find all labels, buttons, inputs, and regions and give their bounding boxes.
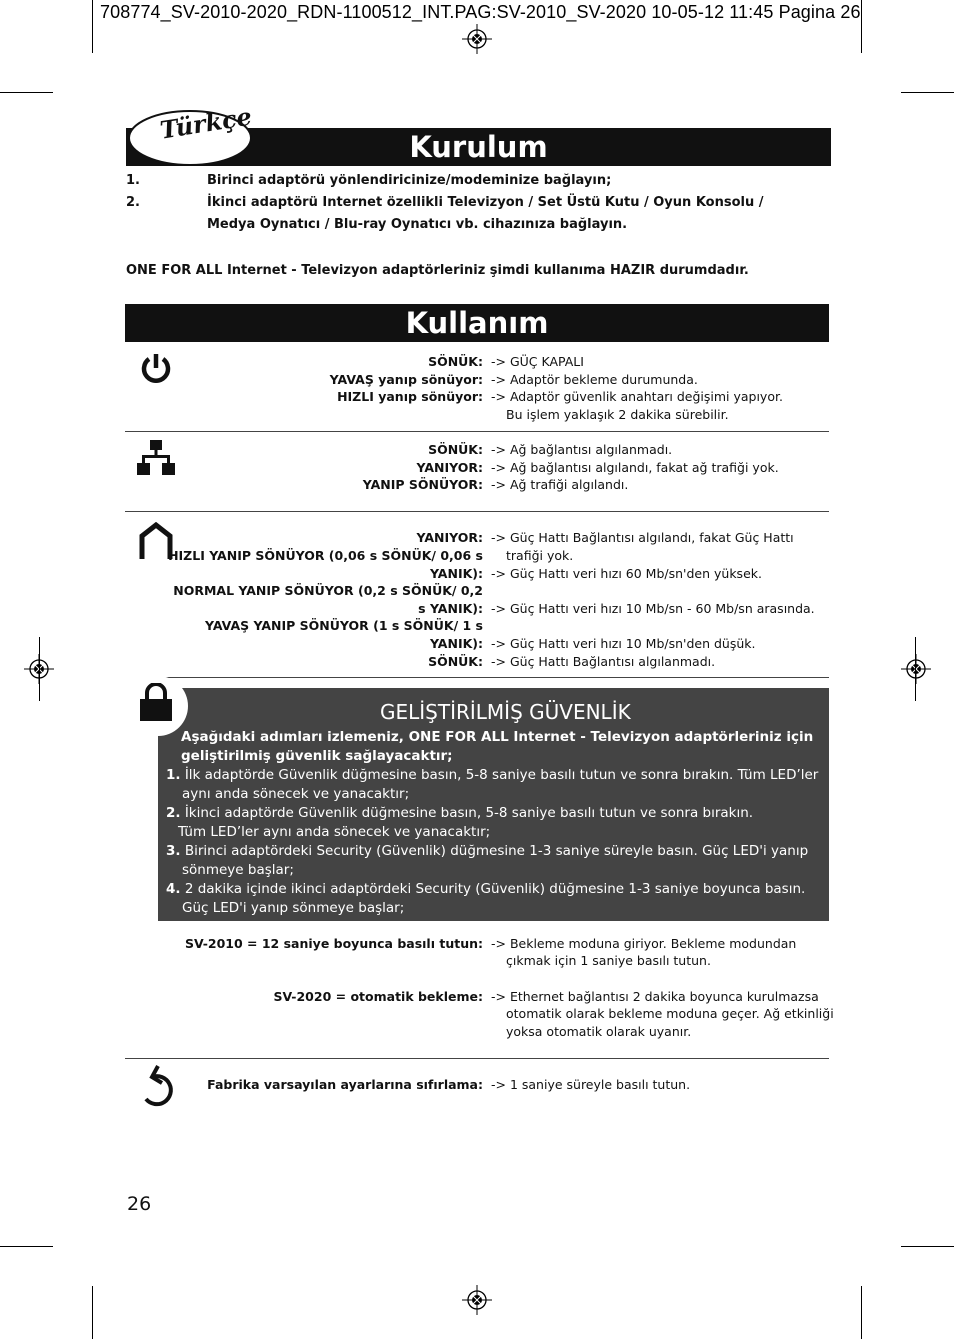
powerline-label: YANIK): <box>429 566 483 581</box>
step-number: 2. <box>126 195 140 210</box>
crop-mark <box>861 1286 862 1339</box>
powerline-label: YANIK): <box>429 636 483 651</box>
power-value: Bu işlem yaklaşık 2 dakika sürebilir. <box>506 407 729 422</box>
reset-label: Fabrika varsayılan ayarlarına sıfırlama: <box>207 1077 483 1092</box>
step-text: Medya Oynatıcı / Blu-ray Oynatıcı vb. cihazınıza bağlayın. <box>207 217 628 232</box>
page-number: 26 <box>127 1193 152 1215</box>
powerline-value: -> Güç Hattı veri hızı 10 Mb/sn'den düşük. <box>491 636 756 651</box>
network-label: YANIP SÖNÜYOR: <box>362 477 483 492</box>
power-value: -> GÜÇ KAPALI <box>491 354 584 369</box>
registration-mark-icon <box>462 1285 492 1315</box>
crop-mark <box>915 637 916 701</box>
powerline-value: -> Güç Hattı Bağlantısı algılanmadı. <box>491 654 716 669</box>
language-tag-label: Türkçe <box>158 101 254 145</box>
crop-mark <box>92 1286 93 1339</box>
power-value: -> Adaptör güvenlik anahtarı değişimi yapıyor. <box>491 389 783 404</box>
network-label: SÖNÜK: <box>428 442 483 457</box>
standby-label: SV-2020 = otomatik bekleme: <box>273 989 483 1004</box>
standby-value: yoksa otomatik olarak uyanır. <box>506 1024 692 1039</box>
powerline-label: HIZLI YANIP SÖNÜYOR (0,06 s SÖNÜK/ 0,06 s <box>168 548 483 563</box>
powerline-label: SÖNÜK: <box>428 654 483 669</box>
reset-value: -> 1 saniye süreyle basılı tutun. <box>491 1077 691 1092</box>
powerline-value: trafiği yok. <box>506 548 574 563</box>
powerline-label: NORMAL YANIP SÖNÜYOR (0,2 s SÖNÜK/ 0,2 <box>173 583 483 598</box>
security-step: 2. İkinci adaptörde Güvenlik düğmesine basın, 5-8 saniye basılı tutun ve sonra bırakın. <box>166 805 754 821</box>
section-divider <box>125 511 829 512</box>
usage-title-bar <box>125 304 829 342</box>
security-step: aynı anda sönecek ve yanacaktır; <box>182 786 410 802</box>
usage-title: Kullanım <box>405 306 549 340</box>
setup-title: Kurulum <box>409 130 548 164</box>
registration-mark-icon <box>462 24 492 54</box>
power-label: HIZLI yanıp sönüyor: <box>337 389 483 404</box>
crop-mark <box>901 1246 954 1247</box>
powerline-value: -> Güç Hattı veri hızı 60 Mb/sn'den yüksek. <box>491 566 762 581</box>
powerline-value: -> Güç Hattı Bağlantısı algılandı, fakat Güç Hattı <box>491 530 794 545</box>
lock-icon <box>139 683 173 723</box>
print-slug: 708774_SV-2010-2020_RDN-1100512_INT.PAG:SV-2010_SV-2020 10-05-12 11:45 Pagina 26 <box>100 2 861 22</box>
crop-mark <box>861 0 862 53</box>
crop-mark <box>901 92 954 93</box>
security-step: Tüm LED’ler aynı anda sönecek ve yanacaktır; <box>178 824 491 840</box>
powerline-label: YANIYOR: <box>416 530 483 545</box>
standby-label: SV-2010 = 12 saniye boyunca basılı tutun: <box>184 936 483 951</box>
network-value: -> Ağ trafiği algılandı. <box>491 477 629 492</box>
security-intro: Aşağıdaki adımları izlemeniz, ONE FOR ALL Internet - Televizyon adaptörleriniz için <box>181 729 814 745</box>
network-value: -> Ağ bağlantısı algılandı, fakat ağ trafiği yok. <box>491 460 779 475</box>
crop-mark <box>92 0 93 53</box>
power-label: YAVAŞ yanıp sönüyor: <box>329 372 483 387</box>
step-text: İkinci adaptörü Internet özellikli Televizyon / Set Üstü Kutu / Oyun Konsolu / <box>207 195 764 210</box>
registration-mark-icon <box>901 654 931 684</box>
section-divider <box>125 1058 829 1059</box>
crop-mark <box>0 1246 53 1247</box>
security-step: Güç LED'i yanıp sönmeye başlar; <box>182 900 405 916</box>
standby-value: otomatik olarak bekleme moduna geçer. Ağ etkinliği <box>506 1006 834 1021</box>
step-number: 1. <box>126 173 140 188</box>
standby-value: çıkmak için 1 saniye basılı tutun. <box>506 953 711 968</box>
setup-steps <box>126 170 826 240</box>
security-step: 4. 2 dakika içinde ikinci adaptördeki Security (Güvenlik) düğmesine 1-3 saniye boyunca basın. <box>166 881 806 897</box>
ready-note: ONE FOR ALL Internet - Televizyon adaptörleriniz şimdi kullanıma HAZIR durumdadır. <box>126 263 749 278</box>
security-title: GELİŞTİRİLMİŞ GÜVENLİK <box>380 700 631 724</box>
security-step: 1. İlk adaptörde Güvenlik düğmesine basın, 5-8 saniye basılı tutun ve sonra bırakın. Tüm LED’ler <box>166 767 819 783</box>
reset-icon <box>140 1063 176 1113</box>
power-value: -> Adaptör bekleme durumunda. <box>491 372 698 387</box>
step-text: Birinci adaptörü yönlendiricinize/modeminize bağlayın; <box>207 173 612 188</box>
security-step: sönmeye başlar; <box>182 862 294 878</box>
powerline-label: s YANIK): <box>418 601 483 616</box>
crop-mark <box>0 92 53 93</box>
network-icon <box>137 440 175 476</box>
standby-value: -> Ethernet bağlantısı 2 dakika boyunca kurulmazsa <box>491 989 819 1004</box>
security-step: 3. Birinci adaptördeki Security (Güvenlik) düğmesine 1-3 saniye süreyle basın. Güç LED'i yanıp <box>166 843 809 859</box>
section-divider <box>125 431 829 432</box>
security-panel <box>158 688 829 921</box>
power-label: SÖNÜK: <box>428 354 483 369</box>
standby-value: -> Bekleme moduna giriyor. Bekleme modundan <box>491 936 797 951</box>
crop-mark <box>39 637 40 701</box>
security-intro: geliştirilmiş güvenlik sağlayacaktır; <box>181 748 453 764</box>
power-icon <box>139 351 173 385</box>
section-divider <box>125 677 829 678</box>
network-value: -> Ağ bağlantısı algılanmadı. <box>491 442 673 457</box>
powerline-label: YAVAŞ YANIP SÖNÜYOR (1 s SÖNÜK/ 1 s <box>204 618 483 633</box>
network-label: YANIYOR: <box>416 460 483 475</box>
powerline-value: -> Güç Hattı veri hızı 10 Mb/sn - 60 Mb/sn arasında. <box>491 601 815 616</box>
